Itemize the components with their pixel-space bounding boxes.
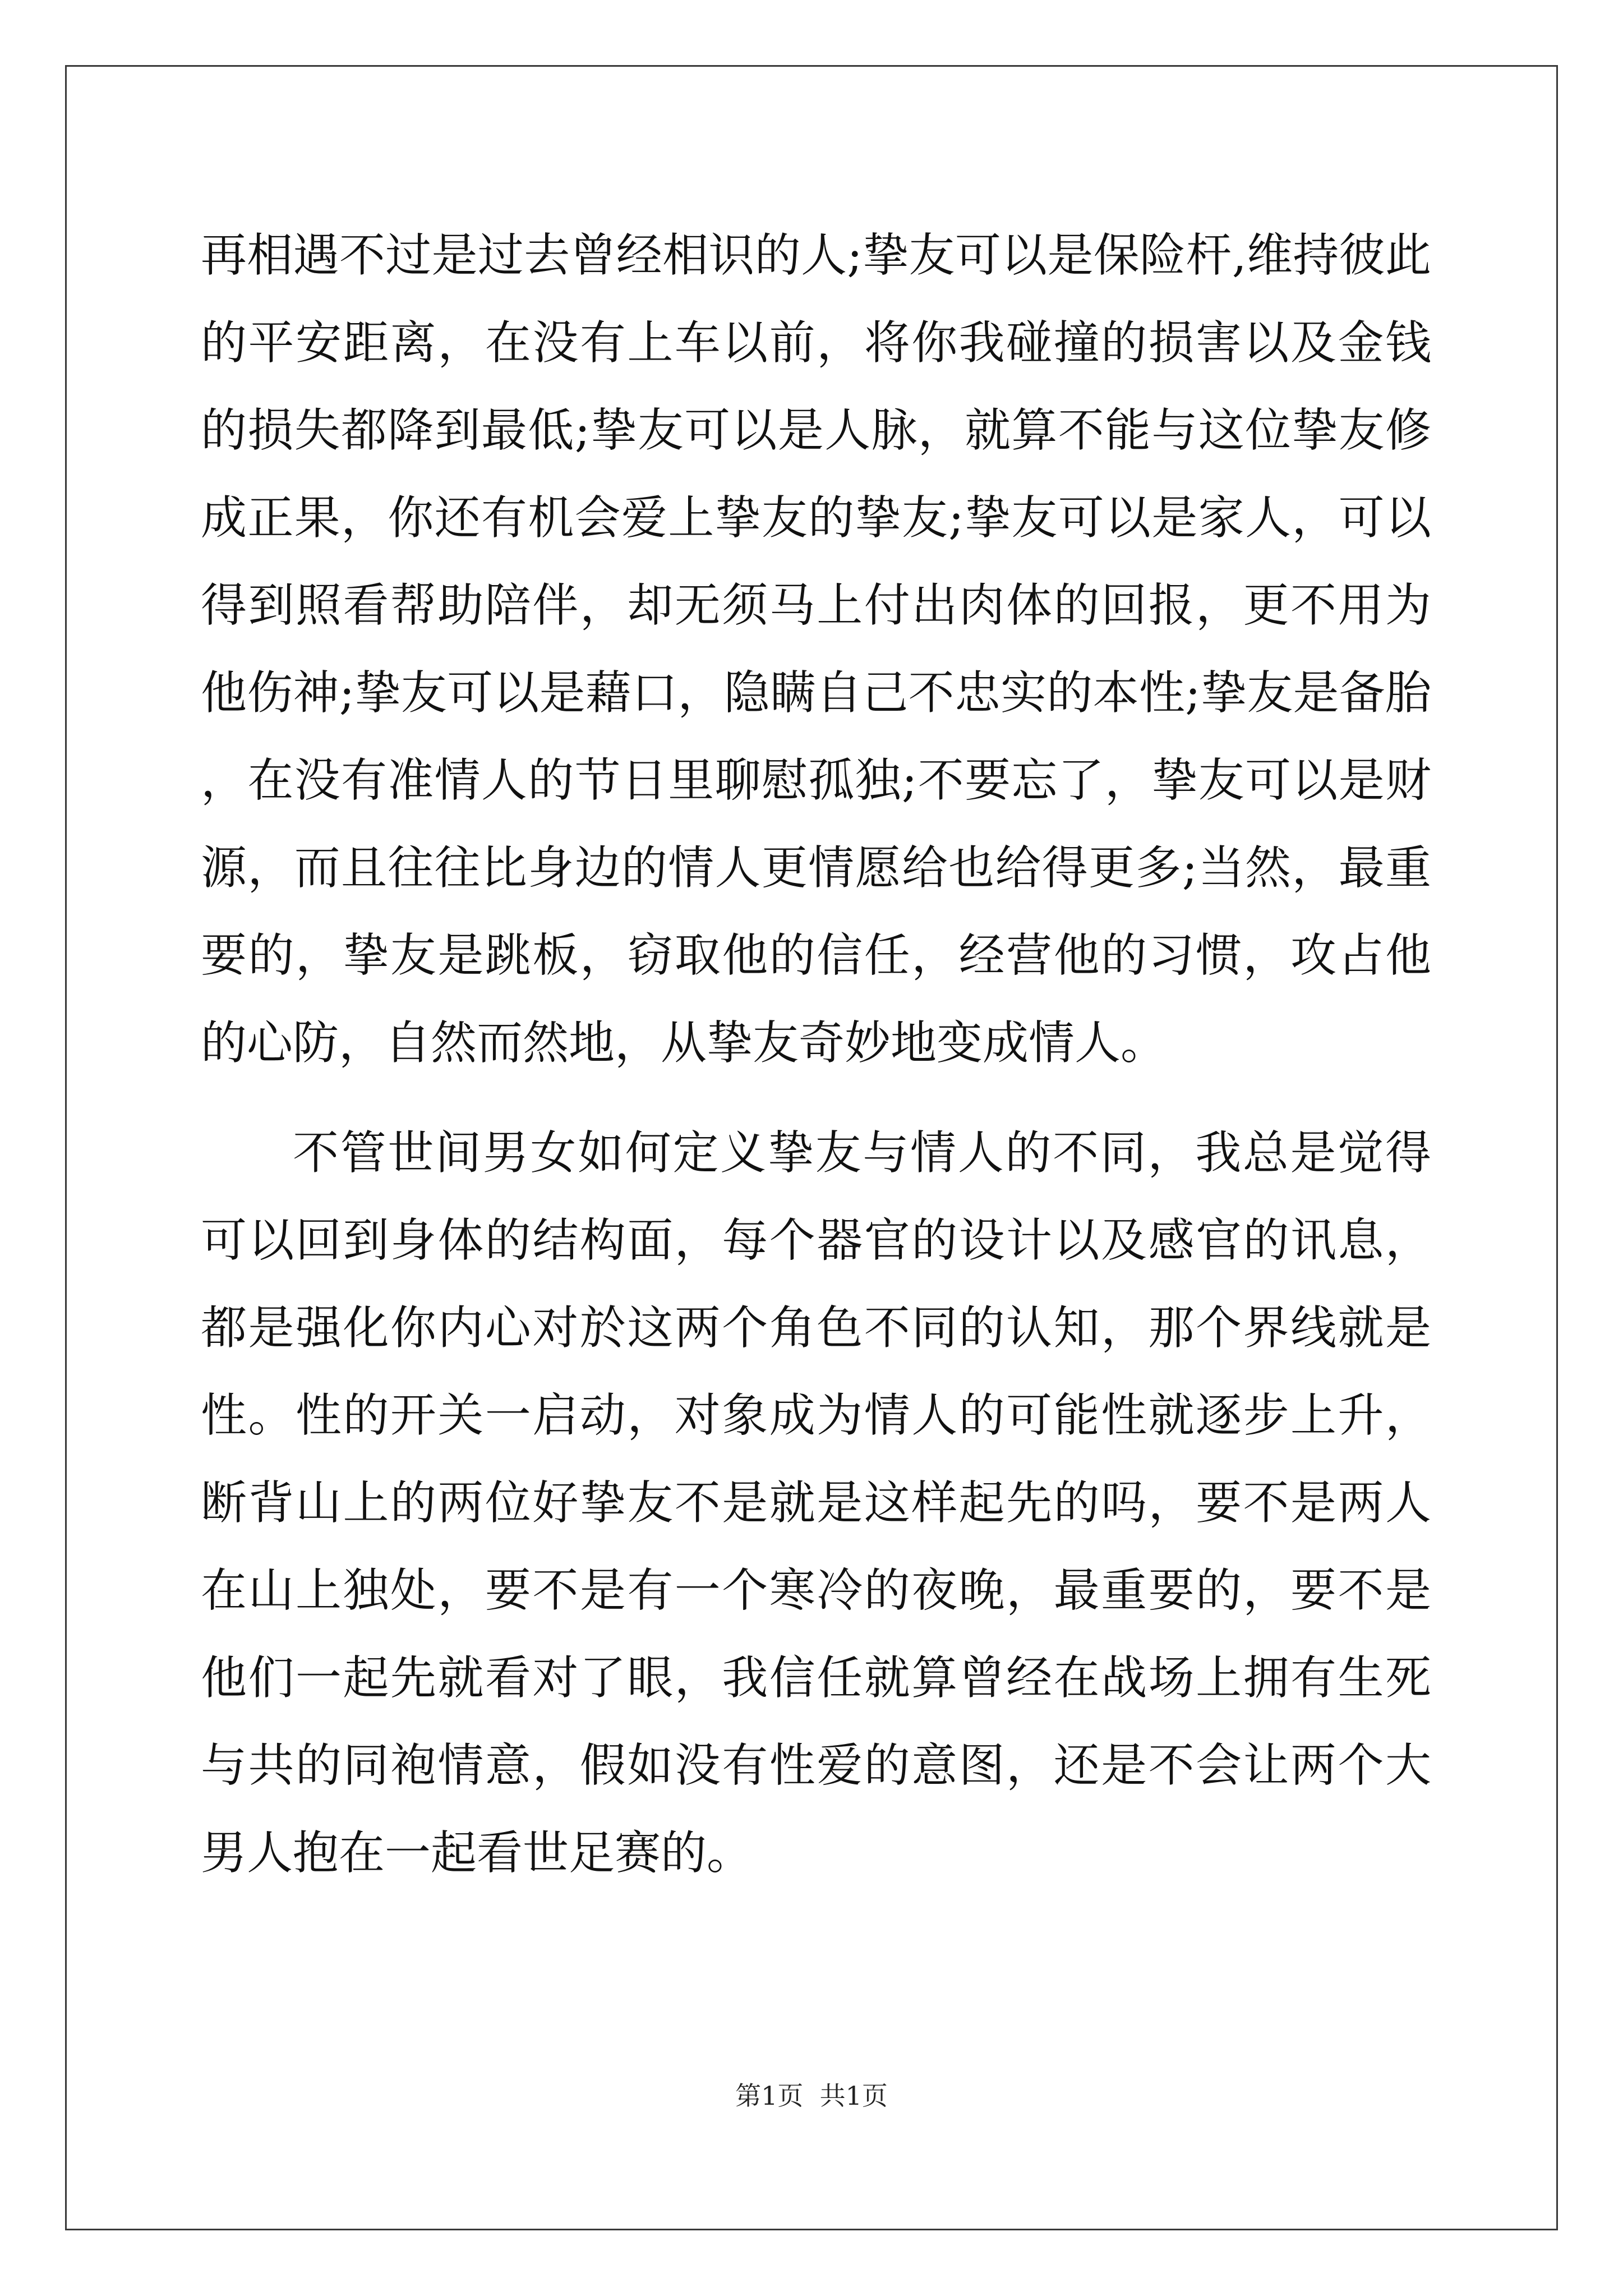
page-footer: 第1页 共1页 (735, 2081, 888, 2111)
paragraph-1: 再相遇不过是过去曾经相识的人;挚友可以是保险杆,维持彼此的平安距离，在没有上车以前，将你我碰撞的损害以及金钱的损失都降到最低;挚友可以是人脉，就算不能与这位挚友修成正果，你还有机会爱上挚友的挚友;挚友可以是家人，可以得到照看帮助陪伴，却无须马上付出肉体的回报，更不用为他伤神;挚友可以是藉口，隐瞒自己不忠实的本性;挚友是备胎，在没有准情人的节日里聊慰孤独;不要忘了，挚友可以是财源，而且往往比身边的情人更情愿给也给得更多;当然，最重要的，挚友是跳板，窃取他的信任，经营他的习惯，攻占他的心防，自然而然地，从挚友奇妙地变成情人。 (201, 229, 1431, 1070)
document-body (201, 212, 1431, 1897)
paragraph-2: 不管世间男女如何定义挚友与情人的不同，我总是觉得可以回到身体的结构面，每个器官的设计以及感官的讯息，都是强化你内心对於这两个角色不同的认知，那个界线就是性。性的开关一启动，对象成为情人的可能性就逐步上升，断背山上的两位好挚友不是就是这样起先的吗，要不是两人在山上独处，要不是有一个寒冷的夜晚，最重要的，要不是他们一起先就看对了眼，我信任就算曾经在战场上拥有生死与共的同袍情意，假如没有性爱的意图，还是不会让两个大男人抱在一起看世足赛的。 (201, 1126, 1431, 1880)
